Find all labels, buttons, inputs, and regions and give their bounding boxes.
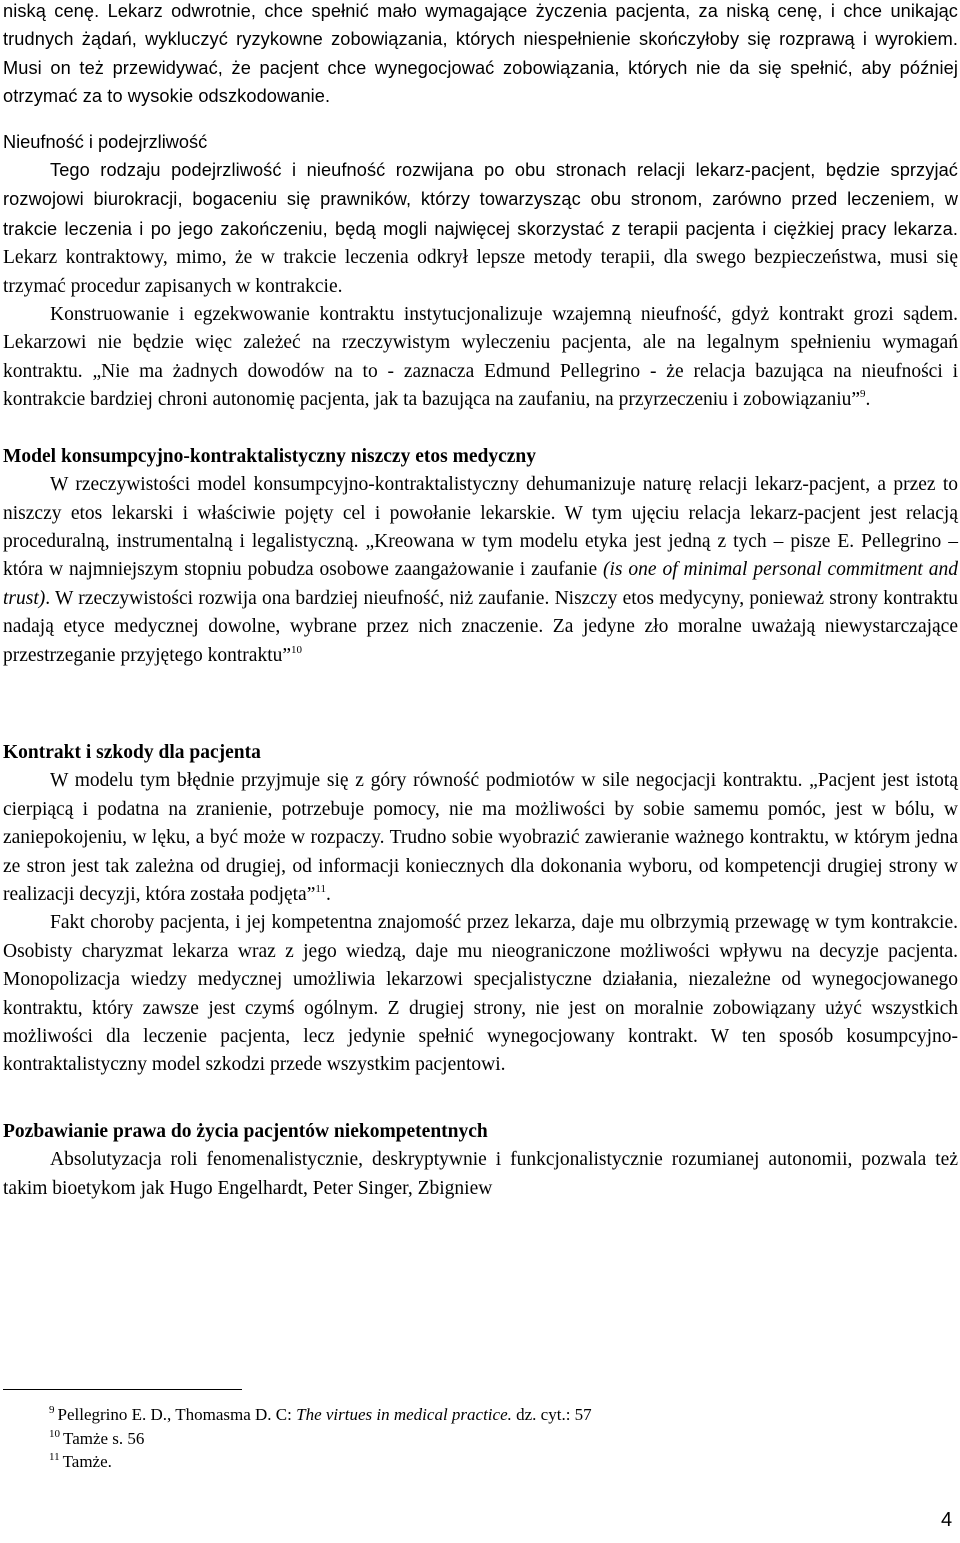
paragraph-model-1 (3, 471, 958, 670)
footnote-item (49, 1450, 949, 1474)
footnote-ref-11: 11 (315, 882, 326, 895)
footnote-number: 9 (49, 1404, 55, 1416)
document-page (3, 0, 958, 1203)
footnote-ref-10: 10 (291, 643, 303, 656)
paragraph-kontrakt-2: Fakt choroby pacjenta, i jej kompetentna znajomość przez lekarza, daje mu olbrzymią przewagę w tym kontrakcie. Osobisty charyzmat lekarza wraz z jego wiedzą, daje mu nieograniczone możliwości wpływu na decyzje pacjenta. Monopolizacja wiedzy medycznej umożliwia lekarzowi specjalistyczne działania, niezależne od wynegocjowanego kontraktu, który zawsze jest czymś ogólnym. Z drugiej strony, nie jest on moralnie zobowiązany użyć wszystkich możliwości dla leczenie pacjenta, lecz jedynie spełnić wynegocjowany kontrakt. W ten sposób kosumpcyjno-kontraktalistyczny model szkodzi przede wszystkim pacjentowi. (3, 912, 958, 1076)
footnotes (49, 1403, 949, 1474)
heading-nieufnosc: Nieufność i podejrzliwość (3, 131, 208, 152)
heading-kontrakt-szkody: Kontrakt i szkody dla pacjenta (3, 741, 261, 763)
paragraph-nieufnosc-1-sans: Tego rodzaju podejrzliwość i nieufność rozwijana po obu stronach relacji lekarz-pacjent, będzie sprzyjać rozwojowi biurokracji, bogaceniu się prawników, którzy towarzysząc obu stronom, zarówno przed leczeniem, w trakcie leczenia i po jego zakończeniu, będą mogli najwięcej skorzystać z terapii pacjenta i ciężkiej pracy lekarza. (3, 160, 958, 239)
footnote-text: Pellegrino E. D., Thomasma D. C: (57, 1405, 297, 1424)
paragraph-nieufnosc-2-end: . (865, 389, 871, 411)
footnote-text-end: dz. cyt.: 57 (511, 1405, 592, 1424)
paragraph-kontrakt-1-text: W modelu tym błędnie przyjmuje się z góry równość podmiotów w sile negocjacji kontraktu. „Pacjent jest istotą cierpiącą i podatna na zranienie, potrzebuje pomocy, nie ma możliwości by sobie samemu pomóc, jest w bólu, w zaniepokojeniu, w lęku, a być może w rozpaczy. Trudno sobie wyobrazić zawieranie ważnego kontraktu, w którym jedna ze stron jest tak zależna od drugiej, od informacji koniecznych dla dokonania wyboru, od kompetencji drugiej strony w realizacji decyzji, która została podjęta” (3, 770, 958, 905)
paragraph-model-1-text-a: W rzeczywistości model konsumpcyjno-kontraktalistyczny dehumanizuje naturę relacji lekarz-pacjent, a przez to niszczy etos lekarski i właściwie pojęty cel i powołanie lekarskie. W tym ujęciu relacja lekarz-pacjent jest relacją proceduralną, instrumentalną i legalistyczną. „Kreowana w tym modelu etyka jest jedną z tych – pisze E. Pellegrino – która w najmniejszym stopniu pobudza osobowe zaangażowanie i zaufanie (3, 474, 958, 581)
footnote-ref-9: 9 (860, 388, 866, 401)
paragraph-nieufnosc-2 (3, 301, 958, 415)
paragraph-nieufnosc-1 (3, 156, 958, 301)
paragraph-model-1-text-b: . W rzeczywistości rozwija ona bardziej nieufność, niż zaufanie. Niszczy etos medycyny, ponieważ strony kontraktu nadają etyce medycznej dowolne, wybrane przez nich znaczenie. Za jedyne zło moralne uważają niewystarczające przestrzeganie przyjętego kontraktu” (3, 587, 958, 666)
pellegrino-quote: „Nie ma żadnych dowodów na to - zaznacza Edmund Pellegrino - że relacja bazująca na nieufności i kontrakcie bardziej chroni autonomię pacjenta, jak ta bazująca na zaufaniu, na przyrzeczeniu i zobowiązaniu” (3, 360, 958, 411)
footnote-text: Tamże s. 56 (63, 1428, 145, 1448)
paragraph-kontrakt-1 (3, 767, 958, 909)
paragraph-nieufnosc-1-serif: Lekarz kontraktowy, mimo, że w trakcie leczenia odkrył lepsze metody terapii, dla swego bezpieczeństwa, musi się trzymać procedur zapisanych w kontrakcie. (3, 247, 958, 297)
footnote-number: 10 (49, 1427, 60, 1440)
heading-model-konsumpcyjny: Model konsumpcyjno-kontraktalistyczny niszczy etos medyczny (3, 445, 536, 467)
footnote-separator (3, 1389, 242, 1390)
heading-pozbawianie-prawa: Pozbawianie prawa do życia pacjentów niekompetentnych (3, 1120, 488, 1142)
page-number: 4 (941, 1509, 953, 1531)
footnote-number: 11 (49, 1451, 60, 1463)
footnote-text: Tamże. (62, 1452, 112, 1471)
english-quote: (is one of minimal personal commitment and trust) (3, 559, 958, 609)
paragraph-kontrakt-1-end: . (325, 883, 331, 905)
footnote-item (49, 1427, 949, 1451)
footnote-title: The virtues in medical practice. (296, 1405, 512, 1424)
intro-paragraph: niską cenę. Lekarz odwrotnie, chce spełnić mało wymagające życzenia pacjenta, za niską cenę, i chce unikając trudnych żądań, wykluczyć ryzykowne zobowiązania, których niespełnienie skończyłoby się rozprawą i wyrokiem. Musi on też przewidywać, że pacjent chce wynegocjować zobowiązania, których nie da się spełnić, aby później otrzymać za to wysokie odszkodowanie. (3, 1, 958, 107)
paragraph-nieufnosc-2-text: Konstruowanie i egzekwowanie kontraktu instytucjonalizuje wzajemną nieufność, gdyż kontrakt grozi sądem. Lekarzowi nie będzie więc zależeć na rzeczywistym wyleczeniu pacjenta, ale na legalnym spełnieniu wymagań kontraktu. (3, 304, 958, 382)
paragraph-pozbawianie-1: Absolutyzacja roli fenomenalistycznie, deskryptywnie i funkcjonalistycznie rozumianej autonomii, pozwala też takim bioetykom jak Hugo Engelhardt, Peter Singer, Zbigniew (3, 1149, 958, 1199)
footnote-item (49, 1403, 949, 1427)
